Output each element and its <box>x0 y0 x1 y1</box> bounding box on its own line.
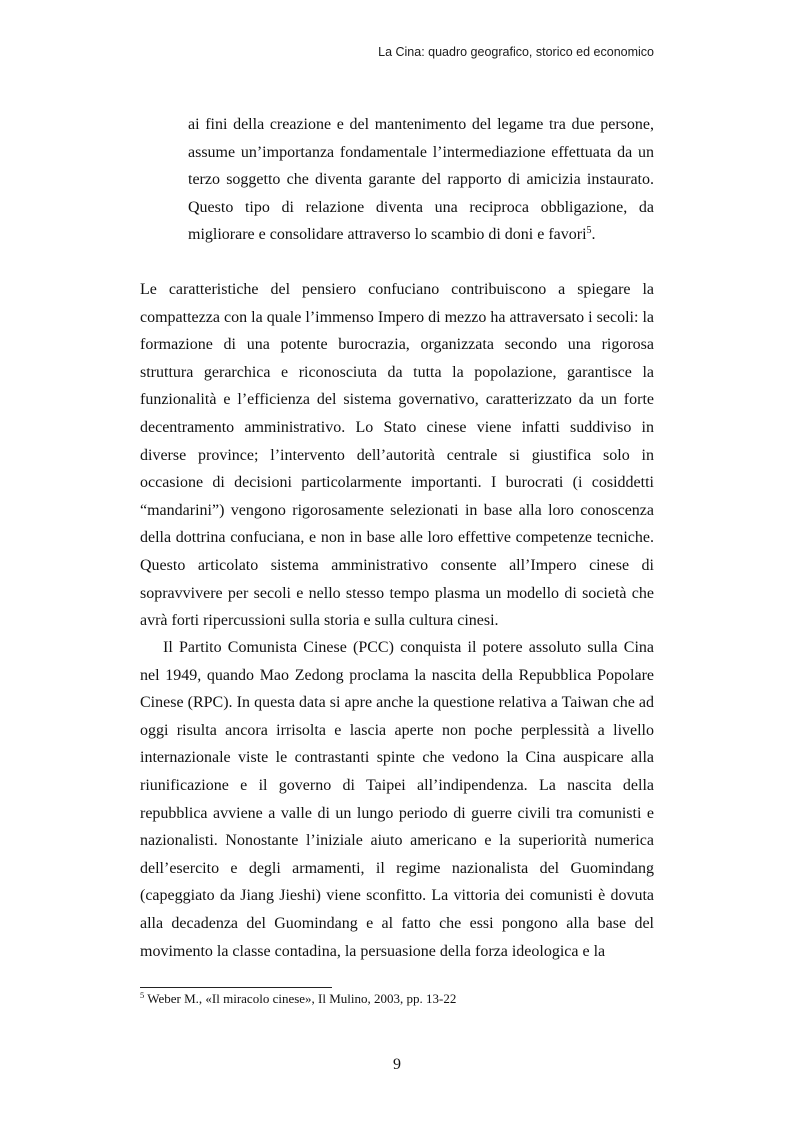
block-quote: ai fini della creazione e del mantenimento del legame tra due persone, assume un’importanza fondamentale l’intermediazione effettuata da un terzo soggetto che diventa garante del rapporto di amicizia instaurato. Questo tipo di relazione diventa una reciproca obbligazione, da migliorare e consolidare attraverso lo scambio di doni e favori$^5$. <box>188 116 654 244</box>
quote-text: ai fini della creazione e del mantenimento del legame tra due persone, assume un’importanza fondamentale l’intermediazione effettuata da un terzo soggetto che diventa garante del rapporto di amicizia instaurato. Questo tipo di relazione diventa una reciproca obbligazione, da migliorare e consolidare attraverso lo scambio di doni e favori <box>188 116 654 244</box>
footnote-divider <box>140 987 332 988</box>
footnote-text: Weber M., «Il miracolo cinese», Il Mulino, 2003, pp. 13-22 <box>144 991 457 1006</box>
page-number: 9 <box>393 1056 401 1073</box>
footnote-number: 5 <box>140 990 145 1000</box>
running-header: La Cina: quadro geografico, storico ed economico <box>378 45 654 59</box>
footnote-reference[interactable]: 5 <box>586 225 592 237</box>
body-paragraph-1: Le caratteristiche del pensiero confuciano contribuiscono a spiegare la compattezza con la quale l’immenso Impero di mezzo ha attraversato i secoli: la formazione di una potente burocrazia, organizzata secondo una rigorosa struttura gerarchica e riconosciuta da tutta la popolazione, garantisce la funzionalità e l’efficienza del sistema governativo, caratterizzato da un forte decentramento amministrativo. Lo Stato cinese viene infatti suddiviso in diverse province; l’intervento dell’autorità centrale si giustifica solo in occasione di decisioni particolarmente importanti. I burocrati (i cosiddetti “mandarini”) vengono rigorosamente selezionati in base alla loro conoscenza della dottrina confuciana, e non in base alle loro effettive competenze tecniche. Questo articolato sistema amministrativo consente all’Impero cinese di sopravvivere per secoli e nello stesso tempo plasma un modello di società che avrà forti ripercussioni sulla storia e sulla cultura cinesi. <box>140 281 654 630</box>
body-paragraph-2: Il Partito Comunista Cinese (PCC) conquista il potere assoluto sulla Cina nel 1949, quando Mao Zedong proclama la nascita della Repubblica Popolare Cinese (RPC). In questa data si apre anche la questione relativa a Taiwan che ad oggi risulta ancora irrisolta e lascia aperte non poche perplessità a livello internazionale viste le contrastanti spinte che vedono la Cina auspicare alla riunificazione e il governo di Taipei all’indipendenza. La nascita della repubblica avviene a valle di un lungo periodo di guerre civili tra comunisti e nazionalisti. Nonostante l’iniziale aiuto americano e la superiorità numerica dell’esercito e degli armamenti, il regime nazionalista del Guomindang (capeggiato da Jiang Jieshi) viene sconfitto. La vittoria dei comunisti è dovuta alla decadenza del Guomindang e al fatto che essi pongono alla base del movimento la classe contadina, la persuasione della forza ideologica e la <box>140 639 654 960</box>
footnote <box>140 991 456 1007</box>
